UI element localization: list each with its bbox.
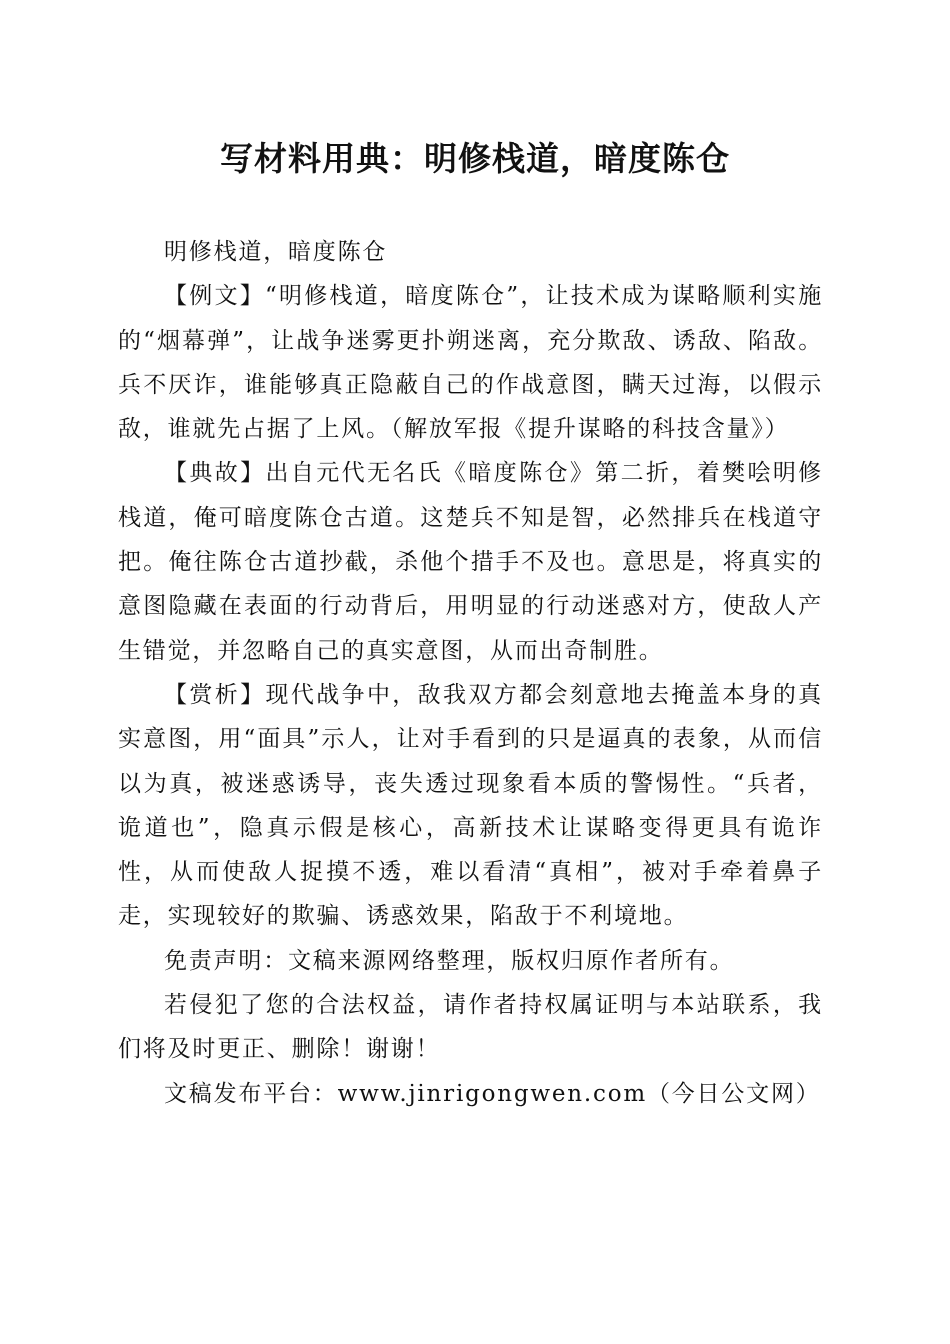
allusion-paragraph: 【典故】出自元代无名氏《暗度陈仓》第二折，着樊哙明修栈道，俺可暗度陈仓古道。这楚兵不知是智，必然排兵在栈道守把。俺往陈仓古道抄截，杀他个措手不及也。意思是，将真实的意图隐藏在表面的行动背后，用明显的行动迷惑对方，使敌人产生错觉，并忽略自己的真实意图，从而出奇制胜。 bbox=[118, 460, 823, 664]
analysis-paragraph: 【赏析】现代战争中，敌我双方都会刻意地去掩盖本身的真实意图，用“面具”示人，让对手看到的只是逼真的表象，从而信以为真，被迷惑诱导，丧失透过现象看本质的警惕性。“兵者，诡道也”，隐真示假是核心，高新技术让谋略变得更具有诡诈性，从而使敌人捉摸不透，难以看清“真相”，被对手牵着鼻子走，实现较好的欺骗、诱惑效果，陷敌于不利境地。 bbox=[118, 681, 823, 930]
disclaimer-paragraph: 免责声明：文稿来源网络整理，版权归原作者所有。 bbox=[164, 947, 735, 974]
subtitle-paragraph: 明修栈道，暗度陈仓 bbox=[164, 239, 388, 265]
platform-paragraph: 文稿发布平台：www.jinrigongwen.com（今日公文网） bbox=[164, 1080, 821, 1107]
infringement-paragraph: 若侵犯了您的合法权益，请作者持权属证明与本站联系，我们将及时更正、删除！谢谢！ bbox=[118, 992, 823, 1063]
example-paragraph: 【例文】“明修栈道，暗度陈仓”，让技术成为谋略顺利实施的“烟幕弹”，让战争迷雾更扑朔迷离，充分欺敌、诱敌、陷敌。兵不厌诈，谁能够真正隐蔽自己的作战意图，瞒天过海，以假示敌，谁就先占据了上风。（解放军报《提升谋略的科技含量》） bbox=[118, 283, 823, 443]
document-title: 写材料用典：明修栈道，暗度陈仓 bbox=[220, 139, 730, 178]
document-body bbox=[118, 230, 823, 1116]
